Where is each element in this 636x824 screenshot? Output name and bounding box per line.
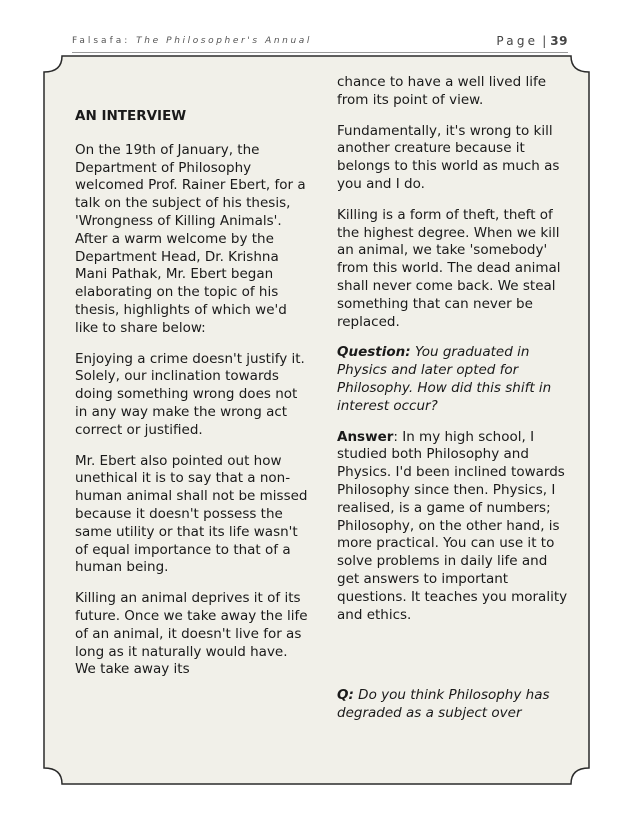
question-text: You graduated in Physics and later opted for Philosophy. How did this shift in interest occur? <box>337 344 552 414</box>
paragraph: Killing is a form of theft, theft of the highest degree. When we kill an animal, we take 'somebody' from this world. The dead animal shall never come back. We steal something that can never be replaced. <box>337 206 561 330</box>
paragraph: chance to have a well lived life from its point of view. <box>337 74 547 108</box>
interview-answer <box>337 429 573 625</box>
paragraph: Mr. Ebert also pointed out how unethical it is to say that a non-human animal shall not be missed because it doesn't possess the same utility or that its life wasn't of equal importance to that of a human being. <box>75 452 308 576</box>
right-column <box>337 74 573 736</box>
page-number: 39 <box>550 34 568 48</box>
question-label: Q: <box>337 687 354 704</box>
answer-label: Answer <box>337 428 394 445</box>
paragraph: Enjoying a crime doesn't justify it. Solely, our inclination towards doing something wrong does not in any way make the wrong act correct or justified. <box>75 350 305 438</box>
page-label: Page <box>496 34 539 48</box>
interview-question <box>337 344 573 415</box>
journal-subtitle: The Philosopher's Annual <box>136 36 312 46</box>
paragraph: On the 19th of January, the Department of Philosophy welcomed Prof. Rainer Ebert, for a talk on the subject of his thesis, 'Wrongness of Killing Animals'. After a warm welcome by the Department Head, Dr. Krishna Mani Pathak, Mr. Ebert began elaborating on the topic of his thesis, highlights of which we'd like to share below: <box>75 141 306 336</box>
question-text: Do you think Philosophy has degraded as a subject over <box>337 687 550 722</box>
page-separator: | <box>542 34 547 48</box>
interview-question <box>337 687 573 723</box>
paragraph: Killing an animal deprives it of its future. Once we take away the life of an animal, it doesn't live for as long as it naturally would have. We take away its <box>75 590 308 678</box>
left-column <box>75 74 311 692</box>
question-label: Question: <box>337 344 411 361</box>
paragraph: Fundamentally, it's wrong to kill another creature because it belongs to this world as much as you and I do. <box>337 122 560 192</box>
journal-name: Falsafa: <box>72 36 131 46</box>
spacer <box>337 637 573 687</box>
answer-text: : In my high school, I studied both Philosophy and Physics. I'd been inclined towards Philosophy since then. Physics, I realised, is a game of numbers; Philosophy, on the other hand, is more practical. You can use it to solve problems in daily life and get answers to important questions. It teaches you morality and ethics. <box>337 428 568 623</box>
article-heading: AN INTERVIEW <box>75 108 187 124</box>
